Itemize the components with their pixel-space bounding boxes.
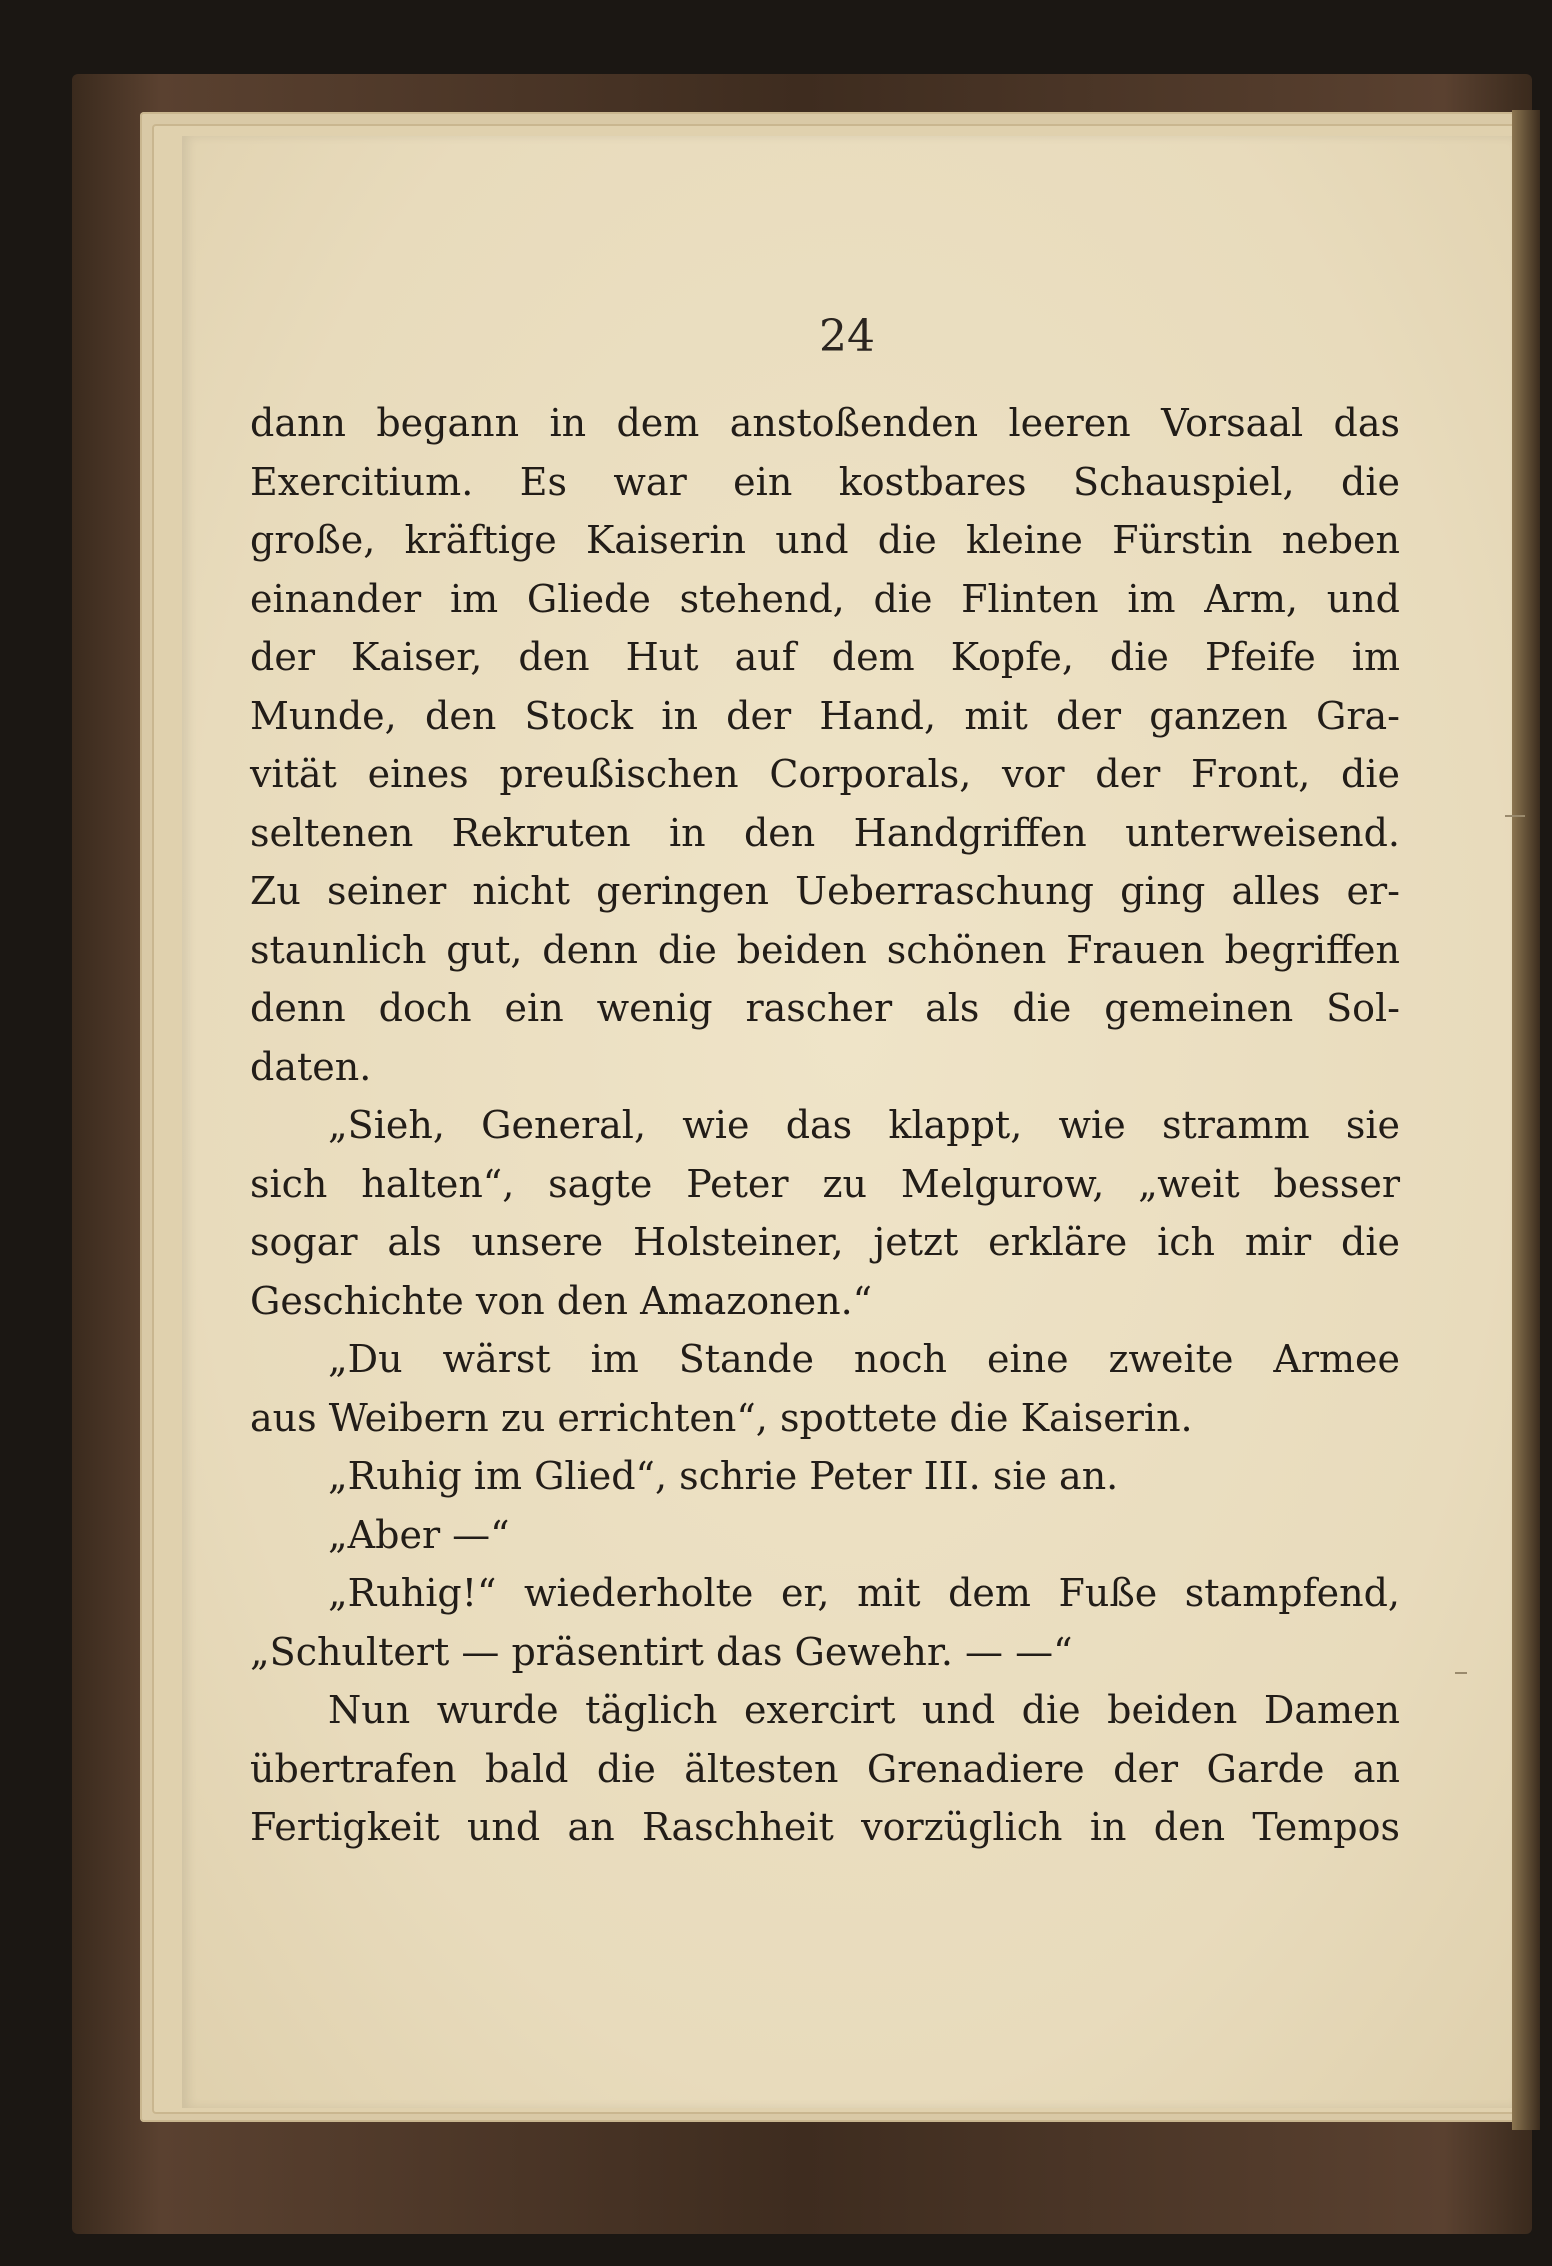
book-gutter [1512,110,1540,2130]
text-line: Nun wurde täglich exercirt und die beiden Damen [328,1688,1400,1732]
text-line: aus Weibern zu errichten“, spottete die Kaiserin. [250,1395,1193,1440]
text-line: staunlich gut, denn die beiden schönen Frauen begriffen [250,927,1400,972]
margin-mark [1455,1672,1467,1674]
text-line: Zu seiner nicht geringen Ueberraschung ging alles er- [250,869,1400,913]
text-line: der Kaiser, den Hut auf dem Kopfe, die Pfeife im [250,635,1400,679]
page-text [250,394,1400,1857]
text-line: Munde, den Stock in der Hand, mit der ganzen Gra- [250,693,1400,738]
text-line: „Ruhig!“ wiederholte er, mit dem Fuße stampfend, [328,1571,1400,1615]
margin-mark [1505,815,1525,817]
text-line: große, kräftige Kaiserin und die kleine Fürstin neben [250,518,1400,562]
text-line: seltenen Rekruten in den Handgriffen unterweisend. [250,810,1400,855]
text-line: „Du wärst im Stande noch eine zweite Armee [328,1337,1400,1381]
text-line: übertrafen bald die ältesten Grenadiere der Garde an [250,1746,1400,1791]
text-line: „Aber —“ [328,1512,510,1557]
text-line: „Schultert — präsentirt das Gewehr. — —“ [250,1629,1073,1674]
text-line: „Sieh, General, wie das klappt, wie stramm sie [328,1103,1400,1147]
text-line: denn doch ein wenig rascher als die gemeinen Sol- [250,986,1400,1030]
text-line: Fertigkeit und an Raschheit vorzüglich in den Tempos [250,1805,1400,1849]
text-line: dann begann in dem anstoßenden leeren Vorsaal das [250,401,1400,445]
text-line: sich halten“, sagte Peter zu Melgurow, „weit besser [250,1161,1400,1206]
page-number: 24 [819,311,875,362]
text-line: „Ruhig im Glied“, schrie Peter III. sie an. [328,1454,1119,1498]
text-line: Geschichte von den Amazonen.“ [250,1278,873,1323]
text-line: sogar als unsere Holsteiner, jetzt erkläre ich mir die [250,1220,1400,1264]
text-line: daten. [250,1044,372,1089]
text-line: einander im Gliede stehend, die Flinten im Arm, und [250,576,1400,621]
text-line: Exercitium. Es war ein kostbares Schauspiel, die [250,459,1400,504]
text-line: vität eines preußischen Corporals, vor der Front, die [250,752,1400,796]
